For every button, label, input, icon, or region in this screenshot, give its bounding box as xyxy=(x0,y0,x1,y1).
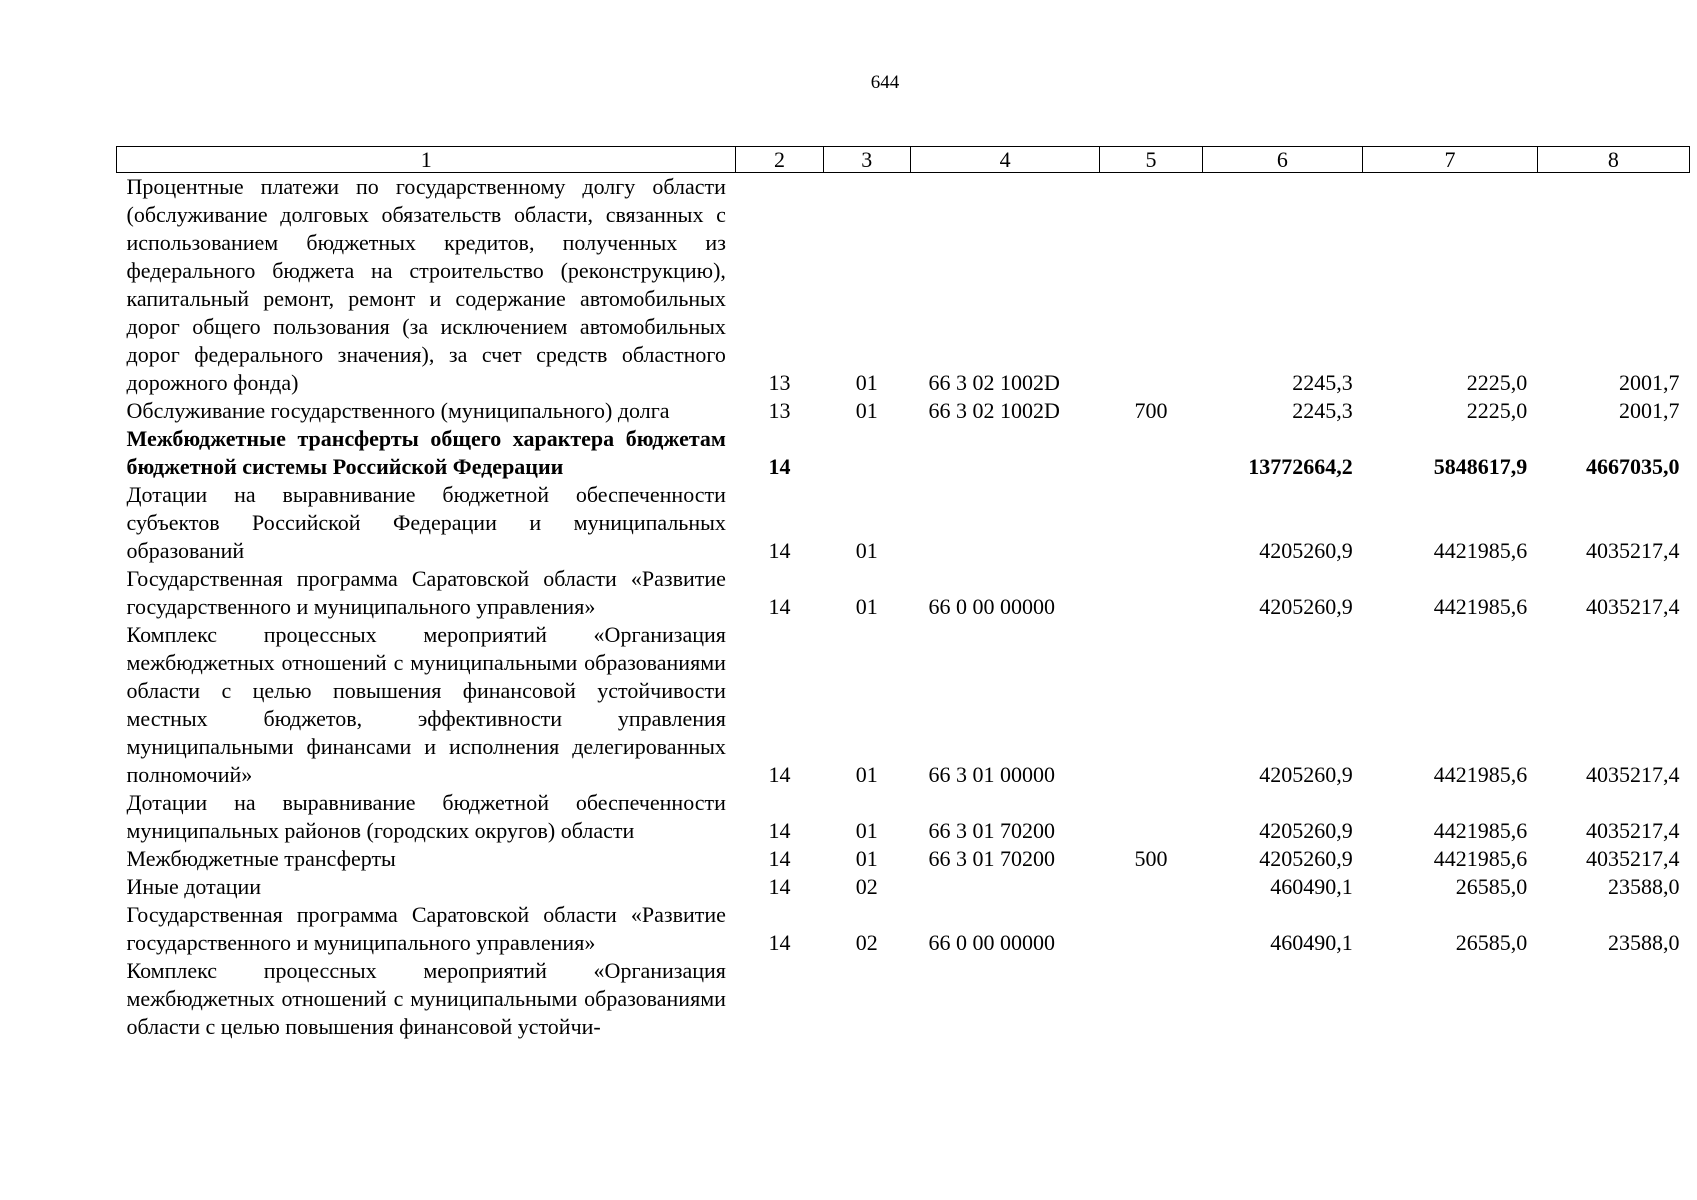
column-header: 7 xyxy=(1363,147,1538,173)
amount-cell: 4035217,4 xyxy=(1586,594,1680,619)
target-article-cell xyxy=(910,873,1099,901)
expense-type-cell xyxy=(1100,565,1202,621)
amount-cell: 460490,1 xyxy=(1270,874,1353,899)
amount-cell: 23588,0 xyxy=(1608,930,1680,955)
expense-type-cell xyxy=(1100,901,1202,957)
amount-cell: 4035217,4 xyxy=(1586,762,1680,787)
row-name-cell: Процентные платежи по государственному долгу области (обслуживание долговых обязательств области, связанных с использованием бюджетных кредитов, полученных из федерального бюджета на строительство (реконструкцию), капитальный ремонт, ремонт и содержание автомобильных дорог общего пользования (за исключением автомобильных дорог федерального значения), за счет средств областного дорожного фонда) xyxy=(126,174,726,395)
amount-cell: 5848617,9 xyxy=(1433,454,1528,479)
amount-cell: 4205260,9 xyxy=(1259,818,1353,843)
section-code-cell: 14 xyxy=(768,762,791,787)
amount-cell: 23588,0 xyxy=(1608,874,1680,899)
amount-cell: 4667035,0 xyxy=(1586,454,1680,479)
target-article-cell xyxy=(910,425,1099,481)
amount-cell: 2245,3 xyxy=(1292,370,1353,395)
subsection-code-cell xyxy=(823,957,910,1041)
target-article-cell: 66 3 01 70200 xyxy=(928,846,1055,871)
amount-cell: 26585,0 xyxy=(1455,874,1528,899)
subsection-code-cell: 01 xyxy=(855,594,878,619)
section-code-cell: 14 xyxy=(768,874,791,899)
amount-cell: 4421985,6 xyxy=(1433,594,1528,619)
section-code-cell xyxy=(736,957,823,1041)
column-header: 2 xyxy=(736,147,823,173)
amount-cell: 2001,7 xyxy=(1619,370,1680,395)
row-name-cell: Обслуживание государственного (муниципального) долга xyxy=(126,398,670,423)
amount-cell: 4035217,4 xyxy=(1586,846,1680,871)
row-name-cell: Комплекс процессных мероприятий «Организация межбюджетных отношений с муниципальными образованиями области с целью повышения финансовой устойчивости местных бюджетов, эффективности управления муниципальными финансами и исполнения делегированных полномочий» xyxy=(126,622,726,787)
section-code-cell: 14 xyxy=(768,818,791,843)
row-name-cell: Государственная программа Саратовской области «Развитие государственного и муниципального управления» xyxy=(126,902,726,955)
table-row xyxy=(117,397,1690,425)
row-name-cell: Комплекс процессных мероприятий «Организация межбюджетных отношений с муниципальными образованиями области с целью повышения финансовой устойчи- xyxy=(126,958,726,1039)
amount-cell: 4035217,4 xyxy=(1586,818,1680,843)
amount-cell xyxy=(1363,957,1538,1041)
page-number: 644 xyxy=(870,72,900,93)
row-name-cell: Дотации на выравнивание бюджетной обеспеченности муниципальных районов (городских округов) области xyxy=(126,790,726,843)
section-code-cell: 14 xyxy=(768,454,791,479)
table-row xyxy=(117,481,1690,565)
table-row xyxy=(117,173,1690,398)
column-header: 1 xyxy=(117,147,736,173)
amount-cell xyxy=(1202,957,1363,1041)
amount-cell: 2001,7 xyxy=(1619,398,1680,423)
budget-table xyxy=(116,146,1690,1041)
row-name-cell: Межбюджетные трансферты xyxy=(126,846,396,871)
table-row xyxy=(117,901,1690,957)
table-row xyxy=(117,873,1690,901)
amount-cell: 4205260,9 xyxy=(1259,762,1353,787)
target-article-cell: 66 3 01 70200 xyxy=(928,818,1055,843)
amount-cell: 2225,0 xyxy=(1466,370,1528,395)
amount-cell: 4421985,6 xyxy=(1433,846,1528,871)
subsection-code-cell: 01 xyxy=(855,846,878,871)
subsection-code-cell: 01 xyxy=(855,370,878,395)
expense-type-cell: 700 xyxy=(1134,398,1168,423)
row-name-cell: Иные дотации xyxy=(126,874,262,899)
amount-cell: 2225,0 xyxy=(1466,398,1528,423)
table-row xyxy=(117,565,1690,621)
table-row xyxy=(117,425,1690,481)
subsection-code-cell: 01 xyxy=(855,538,878,563)
amount-cell: 4421985,6 xyxy=(1433,818,1528,843)
amount-cell: 4421985,6 xyxy=(1433,538,1528,563)
table-row xyxy=(117,789,1690,845)
amount-cell: 4205260,9 xyxy=(1259,594,1353,619)
subsection-code-cell: 02 xyxy=(855,930,878,955)
section-code-cell: 13 xyxy=(768,398,791,423)
subsection-code-cell: 01 xyxy=(855,818,878,843)
row-name-cell: Дотации на выравнивание бюджетной обеспеченности субъектов Российской Федерации и муниципальных образований xyxy=(126,482,726,563)
target-article-cell: 66 0 00 00000 xyxy=(928,930,1055,955)
amount-cell: 460490,1 xyxy=(1270,930,1353,955)
table-body xyxy=(117,173,1690,1042)
amount-cell: 4205260,9 xyxy=(1259,846,1353,871)
column-header: 3 xyxy=(823,147,910,173)
row-name-cell: Государственная программа Саратовской области «Развитие государственного и муниципального управления» xyxy=(126,566,726,619)
column-header: 6 xyxy=(1202,147,1363,173)
table-row xyxy=(117,621,1690,789)
subsection-code-cell: 02 xyxy=(855,874,878,899)
amount-cell: 4205260,9 xyxy=(1259,538,1353,563)
subsection-code-cell: 01 xyxy=(855,398,878,423)
target-article-cell xyxy=(910,957,1099,1041)
amount-cell: 4421985,6 xyxy=(1433,762,1528,787)
section-code-cell: 14 xyxy=(768,930,791,955)
section-code-cell: 14 xyxy=(768,594,791,619)
target-article-cell: 66 3 02 1002D xyxy=(928,398,1060,423)
target-article-cell: 66 3 02 1002D xyxy=(928,370,1060,395)
expense-type-cell xyxy=(1100,425,1202,481)
row-name-cell: Межбюджетные трансферты общего характера бюджетам бюджетной системы Российской Федерации xyxy=(126,426,726,479)
target-article-cell xyxy=(910,481,1099,565)
section-code-cell: 14 xyxy=(768,846,791,871)
table-header-row xyxy=(117,147,1690,173)
expense-type-cell xyxy=(1100,873,1202,901)
amount-cell: 4035217,4 xyxy=(1586,538,1680,563)
target-article-cell: 66 3 01 00000 xyxy=(928,762,1055,787)
amount-cell: 26585,0 xyxy=(1455,930,1528,955)
expense-type-cell xyxy=(1100,621,1202,789)
column-header: 4 xyxy=(910,147,1099,173)
column-header: 8 xyxy=(1537,147,1689,173)
table-row xyxy=(117,845,1690,873)
section-code-cell: 14 xyxy=(768,538,791,563)
expense-type-cell: 500 xyxy=(1134,846,1168,871)
subsection-code-cell: 01 xyxy=(855,762,878,787)
amount-cell: 2245,3 xyxy=(1292,398,1353,423)
expense-type-cell xyxy=(1100,957,1202,1041)
expense-type-cell xyxy=(1100,789,1202,845)
target-article-cell: 66 0 00 00000 xyxy=(928,594,1055,619)
expense-type-cell xyxy=(1100,173,1202,398)
amount-cell xyxy=(1537,957,1689,1041)
amount-cell: 13772664,2 xyxy=(1248,454,1353,479)
column-header: 5 xyxy=(1100,147,1202,173)
subsection-code-cell xyxy=(823,425,910,481)
table-row xyxy=(117,957,1690,1041)
expense-type-cell xyxy=(1100,481,1202,565)
section-code-cell: 13 xyxy=(768,370,791,395)
